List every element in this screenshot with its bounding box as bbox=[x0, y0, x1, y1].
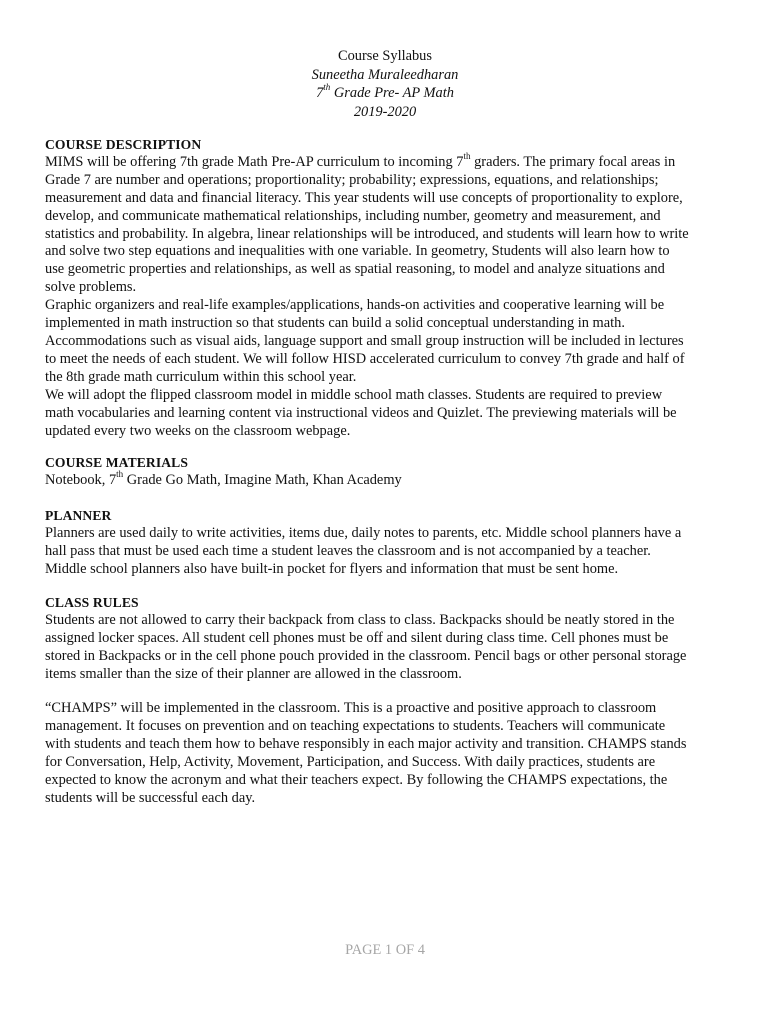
paragraph-line: expected to know the acronym and what their teachers expect. By following the CHAMPS expectations, the bbox=[45, 771, 668, 788]
planner-heading: PLANNER bbox=[45, 508, 112, 523]
paragraph-line: with students and teach them how to behave responsibly in each major activity and transition. CHAMPS stands bbox=[45, 735, 687, 752]
course-materials-section bbox=[45, 454, 735, 490]
paragraph-line: math vocabularies and learning content via instructional videos and Quizlet. The previewing materials will be bbox=[45, 404, 677, 421]
paragraph-line: updated every two weeks on the classroom webpage. bbox=[45, 422, 351, 439]
paragraph-line: Grade 7 are number and operations; proportionality; probability; expressions, equations, and relationships; bbox=[45, 171, 659, 188]
paragraph-line: stored in Backpacks or in the cell phone pouch provided in the classroom. Pencil bags or other personal storage bbox=[45, 647, 687, 664]
paragraph-line: develop, and communicate mathematical relationships, including number, geometry and measurement, and bbox=[45, 207, 661, 224]
paragraph-line: MIMS will be offering 7th grade Math Pre-AP curriculum to incoming 7th graders. The primary focal areas in bbox=[45, 151, 676, 170]
paragraph-line: Students are not allowed to carry their backpack from class to class. Backpacks should be neatly stored in the bbox=[45, 611, 675, 628]
paragraph-line: Planners are used daily to write activities, items due, daily notes to parents, etc. Middle school planners have a bbox=[45, 524, 682, 541]
paragraph-line: use geometric properties and relationships, as well as spatial reasoning, to model and analyze situations and bbox=[45, 261, 665, 278]
paragraph-line: items smaller than the size of their planner are allowed in the classroom. bbox=[45, 665, 462, 682]
course-materials-heading: COURSE MATERIALS bbox=[45, 455, 188, 470]
paragraph-line: hall pass that must be used each time a student leaves the classroom and is not accompanied by a teacher. bbox=[45, 542, 651, 559]
paragraph-line: management. It focuses on prevention and on teaching expectations to students. Teachers will communicate bbox=[45, 717, 666, 734]
teacher-name: Suneetha Muraleedharan bbox=[311, 66, 459, 83]
paragraph-line: statistics and probability. In algebra, linear relationships will be introduced, and students will learn how to write bbox=[45, 225, 689, 242]
paragraph-line: “CHAMPS” will be implemented in the classroom. This is a proactive and positive approach to classroom bbox=[45, 700, 657, 716]
paragraph-line: Middle school planners also have built-in pocket for flyers and information that must be sent home. bbox=[45, 560, 619, 577]
class-rules-section bbox=[45, 594, 735, 684]
course-name: 7th Grade Pre- AP Math bbox=[316, 82, 454, 101]
paragraph-line: the 8th grade math curriculum within this school year. bbox=[45, 368, 357, 385]
paragraph-line: We will adopt the flipped classroom model in middle school math classes. Students are required to preview bbox=[45, 386, 663, 403]
document-header bbox=[0, 47, 770, 121]
paragraph-line: solve problems. bbox=[45, 279, 137, 296]
class-rules-heading: CLASS RULES bbox=[45, 595, 139, 610]
paragraph-line: Accommodations such as visual aids, language support and small group instruction will be included in lectures bbox=[45, 332, 684, 349]
course-description-section bbox=[45, 136, 735, 440]
planner-section bbox=[45, 507, 735, 579]
paragraph-line: implemented in math instruction so that students can build a solid conceptual understanding in math. bbox=[45, 315, 625, 332]
paragraph-line: for Conversation, Help, Activity, Movement, Participation, and Success. With daily practices, students are bbox=[45, 753, 656, 770]
paragraph-line: and solve two step equations and inequalities with one variable. In geometry, Students will also learn how to bbox=[45, 243, 670, 260]
page-number: PAGE 1 OF 4 bbox=[345, 942, 425, 958]
paragraph-line: Graphic organizers and real-life examples/applications, hands-on activities and cooperative learning will be bbox=[45, 297, 665, 314]
paragraph-line: measurement and data and financial literacy. This year students will use concepts of proportionality to explore, bbox=[45, 189, 683, 206]
document-title: Course Syllabus bbox=[338, 48, 432, 64]
course-description-heading: COURSE DESCRIPTION bbox=[45, 137, 202, 152]
champs-section bbox=[45, 700, 735, 807]
paragraph-line: students will be successful each day. bbox=[45, 789, 256, 806]
school-year: 2019-2020 bbox=[353, 103, 417, 120]
course-materials-text: Notebook, 7th Grade Go Math, Imagine Math, Khan Academy bbox=[45, 469, 402, 488]
paragraph-line: to meet the needs of each student. We will follow HISD accelerated curriculum to convey 7th grade and half of bbox=[45, 350, 685, 367]
paragraph-line: assigned locker spaces. All student cell phones must be off and silent during class time. Cell phones must be bbox=[45, 629, 669, 646]
